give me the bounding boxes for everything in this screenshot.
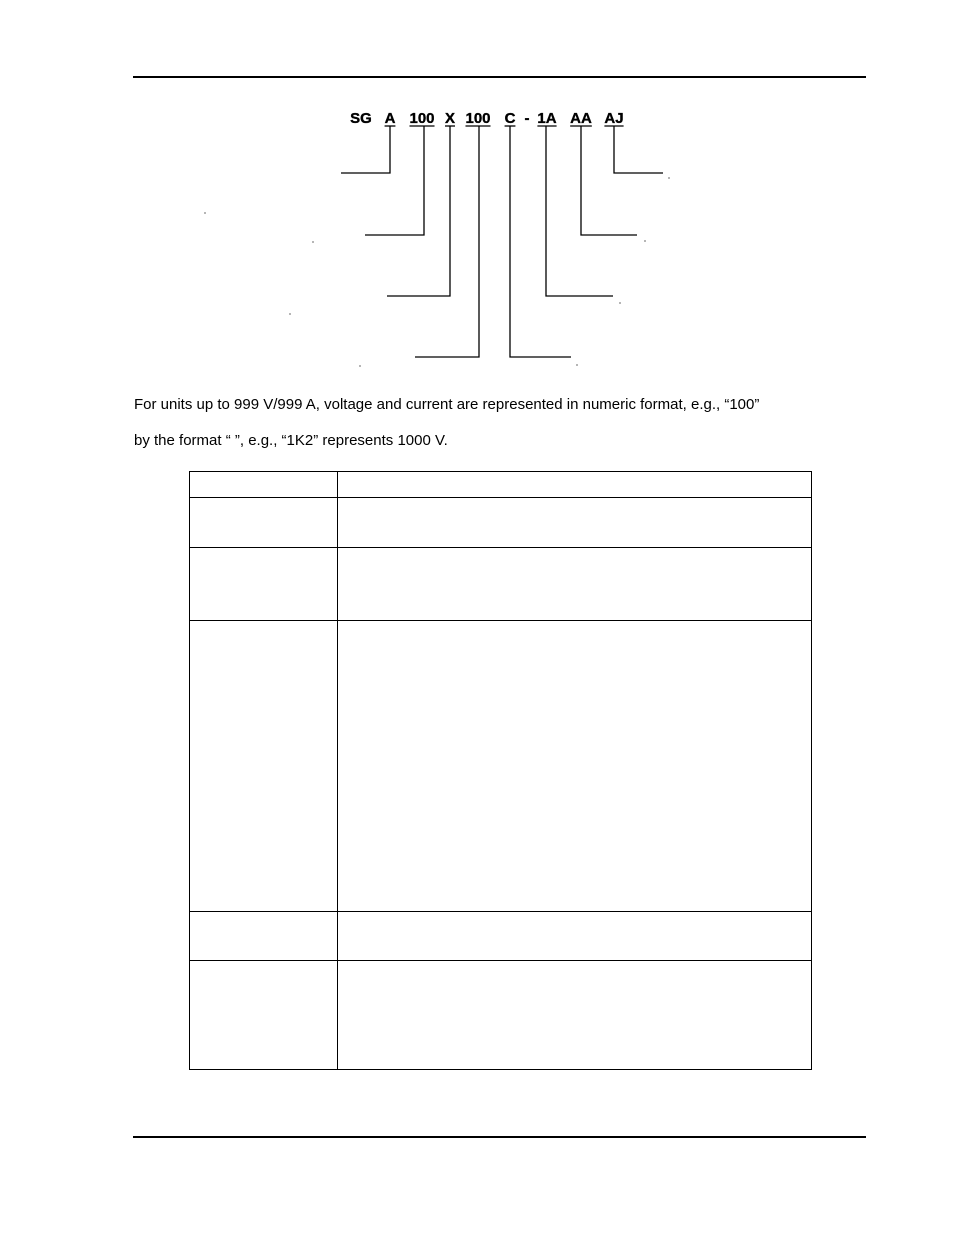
model-code-segment: A (384, 110, 396, 127)
table-cell (190, 912, 338, 961)
model-code-segment: 100 (409, 110, 435, 127)
table-cell (190, 472, 338, 498)
table-cell (338, 961, 812, 1070)
callout-leaders (341, 126, 663, 357)
model-code-segment: 1A (537, 110, 557, 127)
callout-dot (359, 365, 360, 366)
callout-dot (576, 364, 577, 365)
model-options-table (189, 471, 812, 1070)
table-cell (190, 961, 338, 1070)
table-row (190, 498, 812, 548)
model-code-segment: - (524, 110, 530, 127)
leader-separator (387, 126, 450, 296)
intro-paragraph-line-2: by the format “ ”, e.g., “1K2” represents 1000 V. (134, 432, 448, 449)
callout-dot (619, 302, 620, 303)
table-cell (338, 621, 812, 912)
table-cell (338, 548, 812, 621)
callout-dot (204, 212, 205, 213)
callout-dot (668, 177, 669, 178)
model-code-segment: C (504, 110, 516, 127)
table-cell (190, 548, 338, 621)
table-row (190, 961, 812, 1070)
table-cell (338, 912, 812, 961)
table-cell (338, 498, 812, 548)
model-code-segment: AA (570, 110, 592, 127)
leader-option-aj (614, 126, 663, 173)
callout-dot (312, 241, 313, 242)
model-code-row (350, 110, 623, 127)
leader-configuration (510, 126, 571, 357)
leader-option-1a (546, 126, 613, 296)
callout-dot (644, 240, 645, 241)
table-cell (190, 621, 338, 912)
model-code-segment: 100 (465, 110, 491, 127)
table-cell (190, 498, 338, 548)
leader-voltage (365, 126, 424, 235)
callout-dot (289, 313, 290, 314)
leader-series (341, 126, 390, 173)
intro-paragraph-line-1: For units up to 999 V/999 A, voltage and current are represented in numeric format, e.g., “100” (134, 396, 760, 413)
table-row (190, 472, 812, 498)
callout-dots (204, 177, 669, 366)
model-code-segment: SG (350, 110, 372, 127)
table-row (190, 548, 812, 621)
table-row (190, 912, 812, 961)
leader-option-aa (581, 126, 637, 235)
model-code-segment: X (444, 110, 456, 127)
footer-rule (133, 1136, 866, 1138)
table-cell (338, 472, 812, 498)
table-row (190, 621, 812, 912)
model-number-diagram (0, 0, 954, 380)
model-code-segment: AJ (604, 110, 624, 127)
